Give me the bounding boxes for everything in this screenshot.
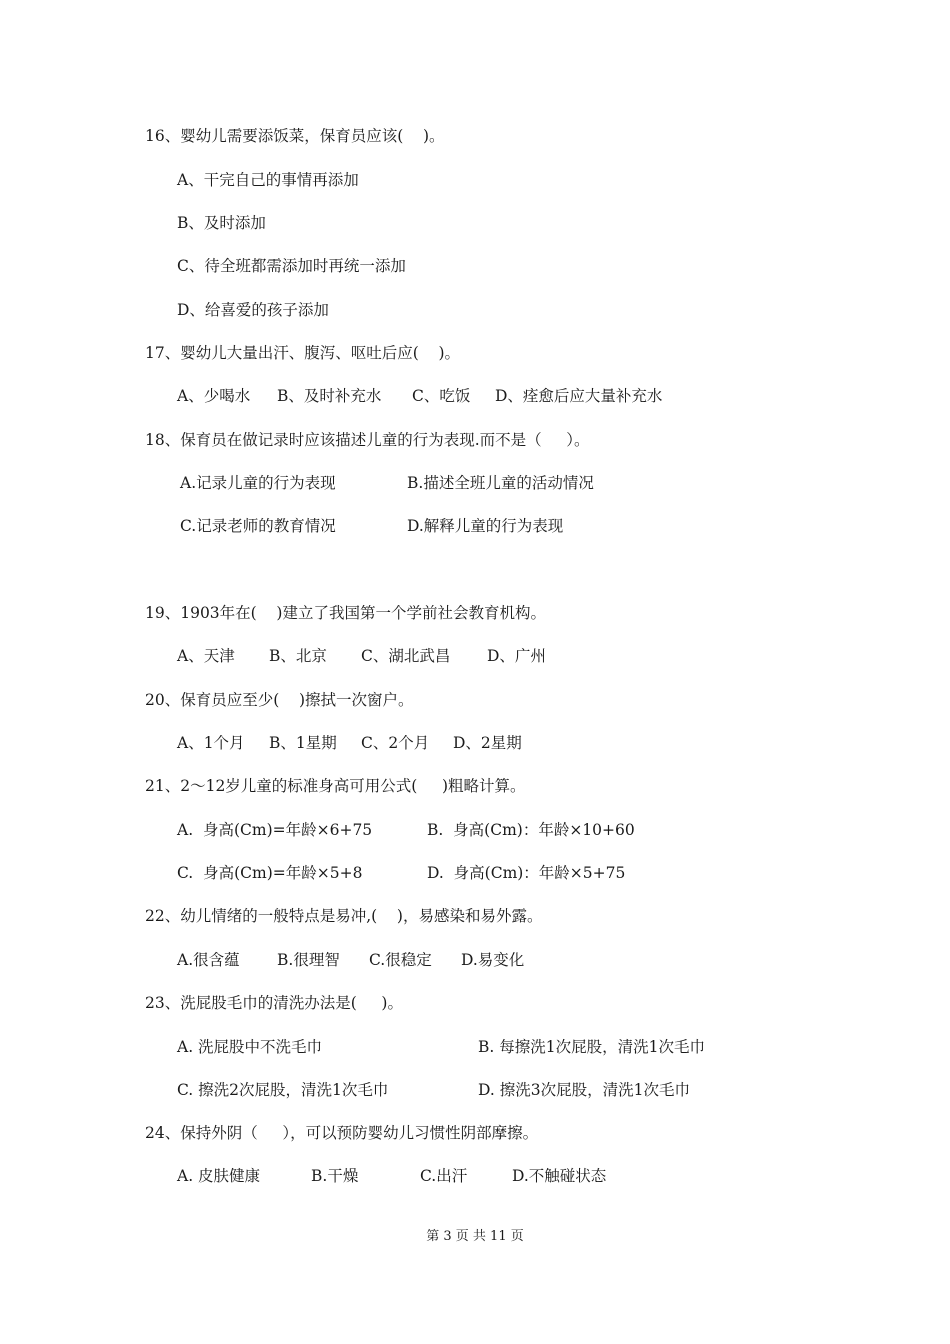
question-20-option-c: C、2个月 [361,734,430,752]
question-17-option-a: A、少喝水 [177,387,251,405]
question-22-option-a: A.很含蕴 [177,951,240,969]
question-16-option-a: A、干完自己的事情再添加 [177,171,359,189]
question-16-option-c: C、待全班都需添加时再统一添加 [177,257,406,275]
question-20-stem: 20、保育员应至少( )擦拭一次窗户。 [145,691,414,709]
question-23-option-d: D. 擦洗3次屁股，清洗1次毛巾 [478,1081,690,1099]
question-23-option-b: B. 每擦洗1次屁股，清洗1次毛巾 [478,1038,705,1056]
question-18-stem: 18、保育员在做记录时应该描述儿童的行为表现.而不是（ ）。 [145,431,590,449]
question-21-option-d: D. 身高(Cm)：年龄×5+75 [427,864,626,882]
question-18-option-d: D.解释儿童的行为表现 [407,517,564,535]
question-18-option-a: A.记录儿童的行为表现 [180,474,336,492]
question-19-option-b: B、北京 [269,647,327,665]
question-16-option-b: B、及时添加 [177,214,266,232]
question-22-option-b: B.很理智 [277,951,340,969]
question-21-stem: 21、2～12岁儿童的标准身高可用公式( )粗略计算。 [145,777,526,795]
question-18-option-c: C.记录老师的教育情况 [180,517,336,535]
question-20-option-b: B、1星期 [269,734,337,752]
question-16-option-d: D、给喜爱的孩子添加 [177,301,329,319]
question-21-option-b: B. 身高(Cm)：年龄×10+60 [427,821,635,839]
question-24-option-a: A. 皮肤健康 [177,1167,261,1185]
question-21-option-a: A. 身高(Cm)=年龄×6+75 [177,821,373,839]
question-23-option-c: C. 擦洗2次屁股，清洗1次毛巾 [177,1081,389,1099]
question-17-stem: 17、婴幼儿大量出汗、腹泻、呕吐后应( )。 [145,344,461,362]
question-24-option-d: D.不触碰状态 [512,1167,607,1185]
question-24-stem: 24、保持外阴（ ），可以预防婴幼儿习惯性阴部摩擦。 [145,1124,539,1142]
question-24-option-c: C.出汗 [420,1167,468,1185]
question-19-option-a: A、天津 [177,647,235,665]
question-22-stem: 22、幼儿情绪的一般特点是易冲,( )，易感染和易外露。 [145,907,543,925]
question-17-option-d: D、痊愈后应大量补充水 [495,387,663,405]
question-16-stem: 16、婴幼儿需要添饭菜，保育员应该( )。 [145,127,445,145]
question-17-option-c: C、吃饭 [412,387,471,405]
question-19-option-d: D、广州 [487,647,546,665]
question-23-stem: 23、洗屁股毛巾的清洗办法是( )。 [145,994,403,1012]
question-19-stem: 19、1903年在( )建立了我国第一个学前社会教育机构。 [145,604,546,622]
question-18-option-b: B.描述全班儿童的活动情况 [407,474,594,492]
question-21-option-c: C. 身高(Cm)=年龄×5+8 [177,864,363,882]
question-20-option-a: A、1个月 [177,734,245,752]
question-17-option-b: B、及时补充水 [277,387,382,405]
question-22-option-d: D.易变化 [461,951,525,969]
question-22-option-c: C.很稳定 [369,951,432,969]
question-24-option-b: B.干燥 [311,1167,359,1185]
question-19-option-c: C、湖北武昌 [361,647,451,665]
page-footer: 第 3 页 共 11 页 [426,1229,524,1244]
question-23-option-a: A. 洗屁股中不洗毛巾 [177,1038,323,1056]
question-20-option-d: D、2星期 [453,734,522,752]
